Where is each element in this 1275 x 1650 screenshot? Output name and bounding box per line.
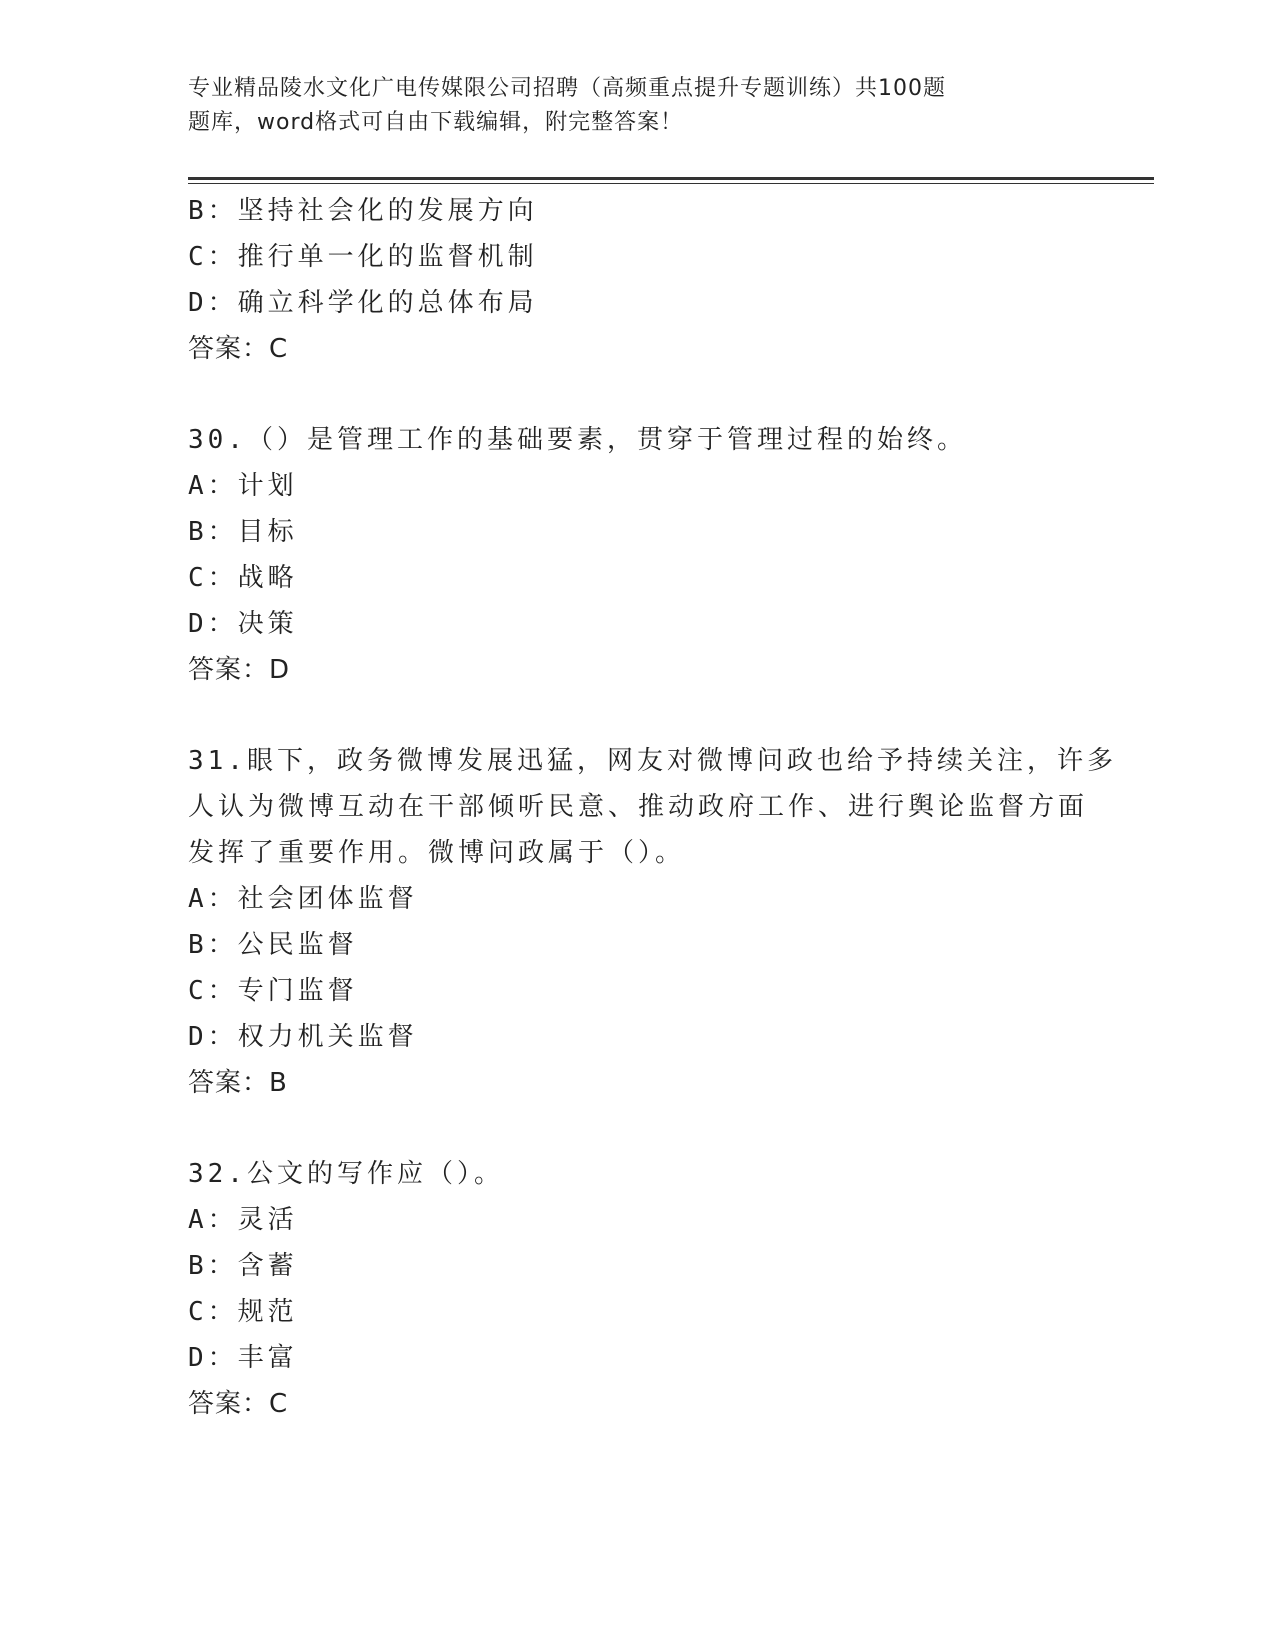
header-divider-thick [188, 177, 1154, 180]
question-text: 30.（）是管理工作的基础要素，贯穿于管理过程的始终。 [188, 425, 967, 455]
answer-line: 答案：D [188, 655, 291, 685]
question-text-line-3: 发挥了重要作用。微博问政属于（）。 [188, 838, 686, 868]
header-line-2: 题库，word格式可自由下载编辑，附完整答案！ [188, 110, 684, 135]
option-a: A：计划 [188, 471, 298, 501]
header-line-1: 专业精品陵水文化广电传媒限公司招聘（高频重点提升专题训练）共100题 [188, 76, 946, 101]
prev-question [188, 188, 1088, 372]
option-a: A：灵活 [188, 1205, 298, 1235]
question-text-line-2: 人认为微博互动在干部倾听民意、推动政府工作、进行舆论监督方面 [188, 792, 1089, 822]
header-divider-thin [188, 183, 1154, 184]
question-list [188, 188, 1117, 1427]
option-c: C：专门监督 [188, 976, 358, 1006]
question-text: 32.公文的写作应（）。 [188, 1159, 504, 1189]
option-c: C：规范 [188, 1297, 298, 1327]
option-b: B：目标 [188, 517, 298, 547]
document-header [188, 72, 1028, 140]
option-d: D：决策 [188, 609, 298, 639]
option-b: B：坚持社会化的发展方向 [188, 196, 538, 226]
answer-line: 答案：C [188, 1389, 289, 1419]
option-c: C：推行单一化的监督机制 [188, 242, 538, 272]
option-c: C：战略 [188, 563, 298, 593]
option-b: B：含蓄 [188, 1251, 298, 1281]
question-32 [188, 1151, 1088, 1427]
option-d: D：权力机关监督 [188, 1022, 418, 1052]
option-a: A：社会团体监督 [188, 884, 418, 914]
question-30 [188, 417, 1088, 693]
answer-line: 答案：B [188, 1068, 288, 1098]
answer-line: 答案：C [188, 334, 289, 364]
option-d: D：确立科学化的总体布局 [188, 288, 538, 318]
option-b: B：公民监督 [188, 930, 358, 960]
option-d: D：丰富 [188, 1343, 298, 1373]
question-31 [188, 738, 1117, 1106]
question-text-line-1: 31.眼下，政务微博发展迅猛，网友对微博问政也给予持续关注，许多 [188, 746, 1117, 776]
